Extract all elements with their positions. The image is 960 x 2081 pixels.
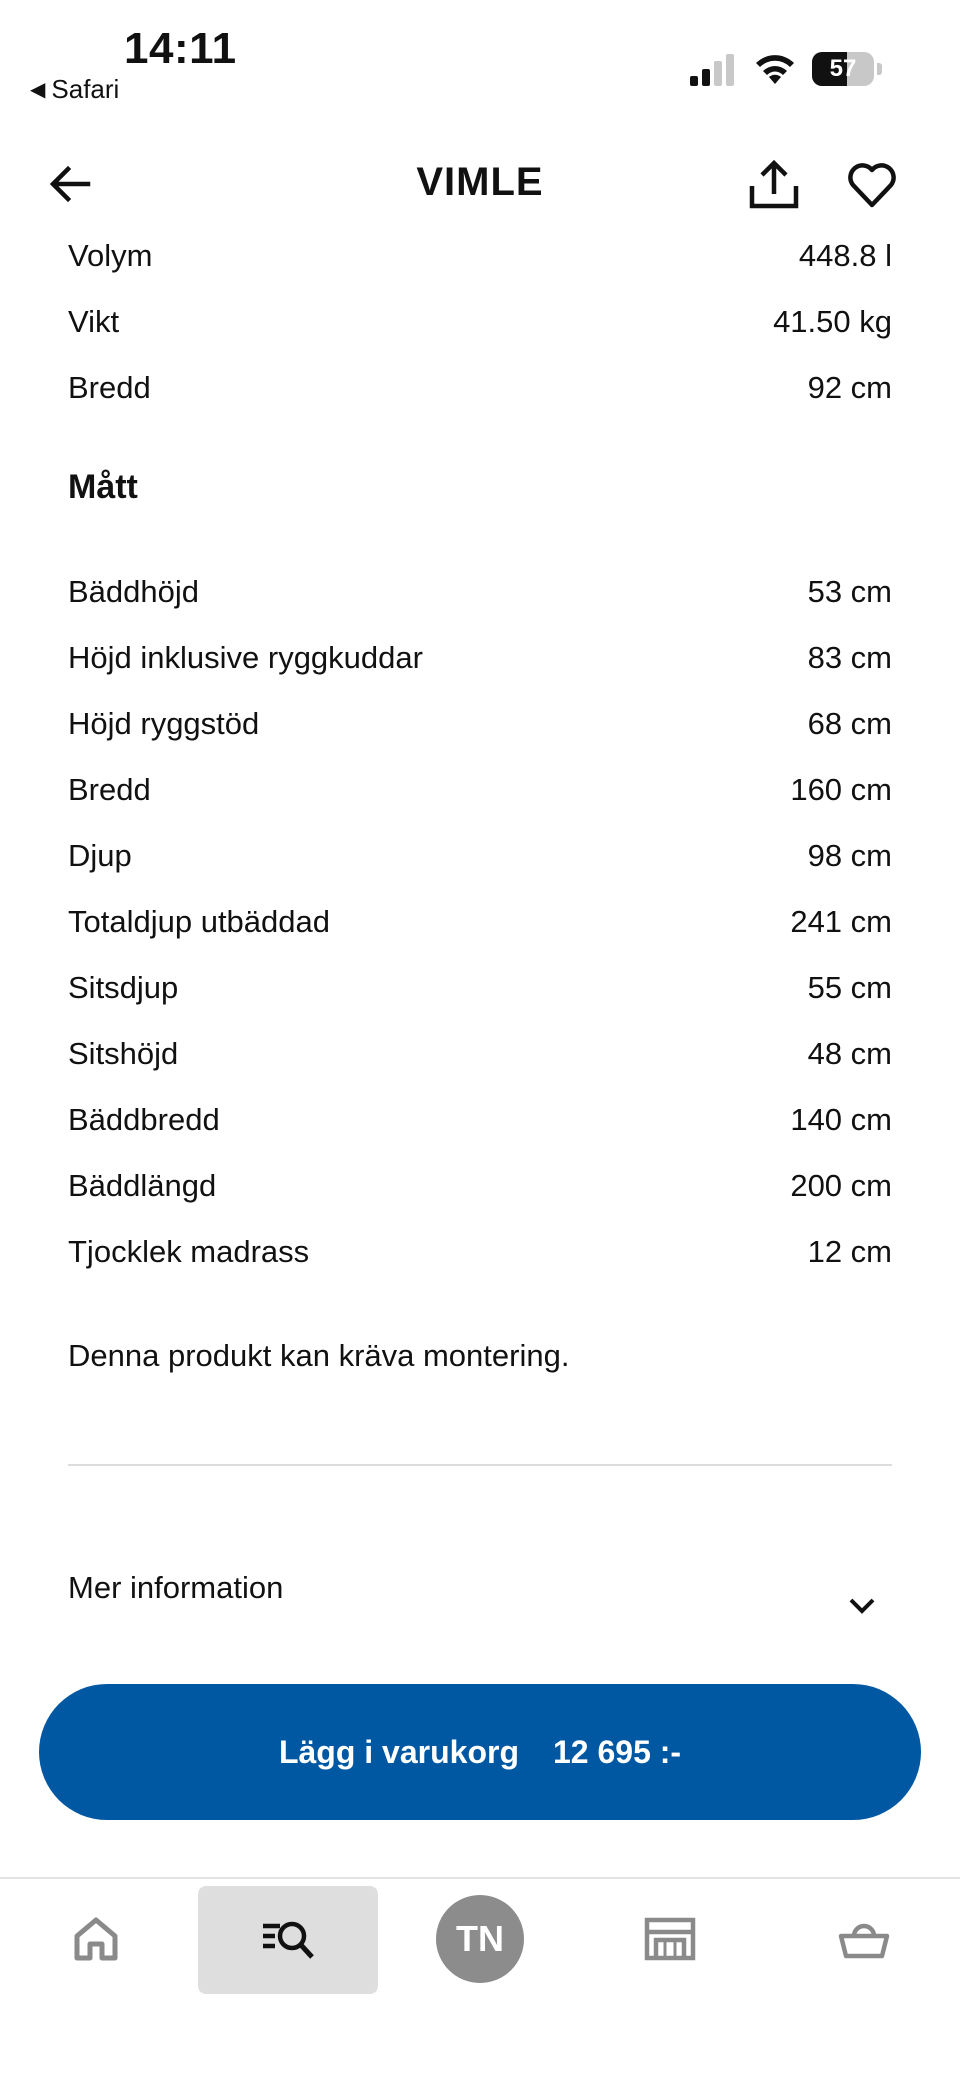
measurement-row <box>68 1234 892 1270</box>
measurement-label: Totaldjup utbäddad <box>68 904 331 939</box>
measurement-label: Tjocklek madrass <box>68 1234 310 1269</box>
measurement-value: 48 cm <box>807 1036 892 1071</box>
back-to-safari[interactable] <box>30 74 119 105</box>
measurement-value: 53 cm <box>807 574 892 609</box>
battery-percent: 57 <box>829 55 857 82</box>
tab-bar-divider <box>0 1877 960 1879</box>
chevron-down-icon[interactable] <box>846 1594 878 1618</box>
share-icon[interactable] <box>746 156 802 212</box>
measurement-label: Bäddbredd <box>68 1102 220 1137</box>
wifi-icon <box>752 48 798 88</box>
measurement-label: Höjd inklusive ryggkuddar <box>68 640 423 675</box>
tab-home[interactable] <box>40 1884 152 1994</box>
section-divider <box>68 1464 892 1466</box>
spec-label: Volym <box>68 238 153 273</box>
measurement-label: Bäddhöjd <box>68 574 200 609</box>
assembly-note: Denna produkt kan kräva montering. <box>68 1338 570 1373</box>
search-list-icon <box>260 1917 316 1963</box>
spec-label: Bredd <box>68 370 151 405</box>
tab-store[interactable] <box>614 1884 726 1994</box>
measurement-row <box>68 970 892 1006</box>
store-icon <box>643 1916 697 1962</box>
measurement-label: Höjd ryggstöd <box>68 706 260 741</box>
spec-row-volym <box>68 238 892 274</box>
measurement-value: 140 cm <box>790 1102 892 1137</box>
add-to-cart-label: Lägg i varukorg <box>278 1733 519 1770</box>
heart-icon[interactable] <box>846 160 898 210</box>
spec-row-bredd <box>68 370 892 406</box>
spec-value: 92 cm <box>807 370 892 405</box>
tab-search[interactable] <box>198 1886 378 1994</box>
measurement-row <box>68 574 892 610</box>
spec-value: 448.8 l <box>798 238 892 273</box>
spec-label: Vikt <box>68 304 120 339</box>
measurement-row <box>68 904 892 940</box>
measurement-value: 160 cm <box>790 772 892 807</box>
measurement-value: 83 cm <box>807 640 892 675</box>
measurement-row <box>68 772 892 808</box>
back-app-label: Safari <box>51 74 120 104</box>
measurement-row <box>68 1036 892 1072</box>
measurement-row <box>68 1102 892 1138</box>
measurement-row <box>68 1168 892 1204</box>
measurement-label: Djup <box>68 838 132 873</box>
price: 12 695 :- <box>552 1733 682 1770</box>
status-time: 14:11 <box>124 24 237 73</box>
measurement-value: 68 cm <box>807 706 892 741</box>
home-icon <box>72 1916 120 1962</box>
measurement-value: 200 cm <box>790 1168 892 1203</box>
measurement-value: 55 cm <box>807 970 892 1005</box>
measurement-label: Sitsdjup <box>68 970 179 1005</box>
measurement-label: Sitshöjd <box>68 1036 179 1071</box>
battery-icon <box>812 52 882 88</box>
basket-icon <box>837 1916 891 1962</box>
measurement-value: 12 cm <box>807 1234 892 1269</box>
cellular-signal-icon <box>688 52 736 88</box>
measurements-heading: Mått <box>68 468 138 506</box>
measurement-value: 98 cm <box>807 838 892 873</box>
tab-profile[interactable] <box>420 1884 540 1994</box>
measurement-label: Bredd <box>68 772 151 807</box>
page-title: VIMLE <box>416 160 544 204</box>
spec-value: 41.50 kg <box>773 304 892 339</box>
add-to-cart-button[interactable] <box>39 1684 921 1820</box>
back-triangle-icon: ◀ <box>30 79 46 101</box>
avatar: TN <box>436 1895 524 1983</box>
more-info-toggle[interactable]: Mer information <box>68 1570 284 1605</box>
measurement-row <box>68 640 892 676</box>
measurement-value: 241 cm <box>790 904 892 939</box>
tab-cart[interactable] <box>808 1884 920 1994</box>
measurement-row <box>68 838 892 874</box>
spec-row-vikt <box>68 304 892 340</box>
measurement-label: Bäddlängd <box>68 1168 217 1203</box>
measurement-row <box>68 706 892 742</box>
